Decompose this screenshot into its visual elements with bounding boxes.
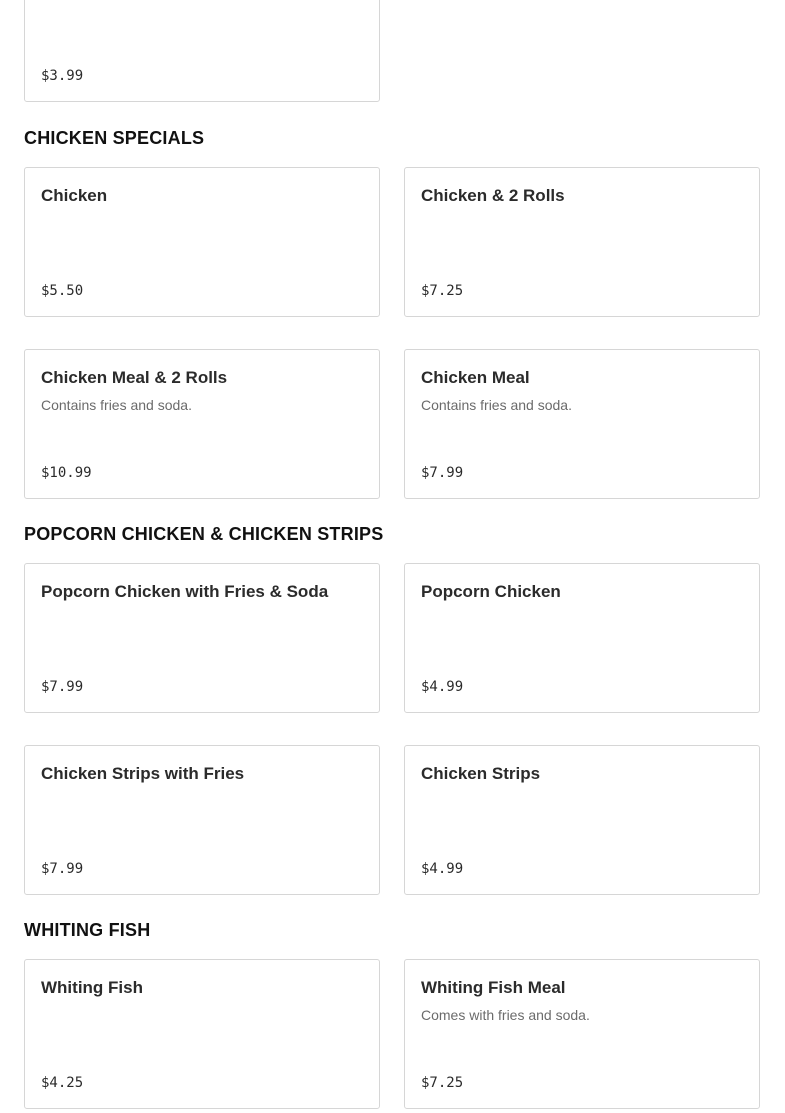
menu-item-card[interactable] (404, 349, 760, 499)
item-description: Comes with fries and soda. (421, 1007, 590, 1023)
menu-item-card[interactable] (404, 563, 760, 713)
item-price: $10.99 (41, 465, 92, 481)
item-description: Contains fries and soda. (421, 397, 572, 413)
item-description: Contains fries and soda. (41, 397, 192, 413)
item-price: $5.50 (41, 283, 84, 299)
section-title-chicken-specials: CHICKEN SPECIALS (24, 128, 205, 148)
item-price: $7.99 (421, 465, 464, 481)
item-price: $7.25 (421, 283, 464, 299)
menu-item-card[interactable] (24, 0, 380, 102)
item-price: $7.99 (41, 861, 84, 877)
menu-item-card[interactable] (24, 563, 380, 713)
item-name: Chicken Strips with Fries (41, 764, 245, 783)
item-price: $4.25 (41, 1075, 84, 1091)
menu-item-card[interactable] (24, 167, 380, 317)
menu-item-card[interactable] (24, 745, 380, 895)
menu-item-card[interactable] (404, 959, 760, 1109)
item-price: $4.99 (421, 679, 464, 695)
item-name: Chicken Strips (421, 764, 541, 783)
item-price: $7.99 (41, 679, 84, 695)
item-name: Chicken Meal & 2 Rolls (41, 368, 228, 387)
menu-item-card[interactable] (404, 745, 760, 895)
item-price: $3.99 (41, 68, 84, 84)
item-name: Popcorn Chicken with Fries & Soda (41, 582, 329, 601)
item-price: $7.25 (421, 1075, 464, 1091)
item-name: Popcorn Chicken (421, 582, 561, 601)
item-name: Chicken Meal (421, 368, 530, 387)
item-name: Whiting Fish (41, 978, 143, 997)
menu-item-card[interactable] (404, 167, 760, 317)
item-name: Chicken & 2 Rolls (421, 186, 565, 205)
menu-item-card[interactable] (24, 349, 380, 499)
menu-item-card[interactable] (24, 959, 380, 1109)
item-name: Whiting Fish Meal (421, 978, 566, 997)
item-name: Chicken (41, 186, 108, 205)
section-title-popcorn-chicken-strips: POPCORN CHICKEN & CHICKEN STRIPS (24, 524, 384, 544)
item-price: $4.99 (421, 861, 464, 877)
section-title-whiting-fish: WHITING FISH (24, 920, 151, 940)
